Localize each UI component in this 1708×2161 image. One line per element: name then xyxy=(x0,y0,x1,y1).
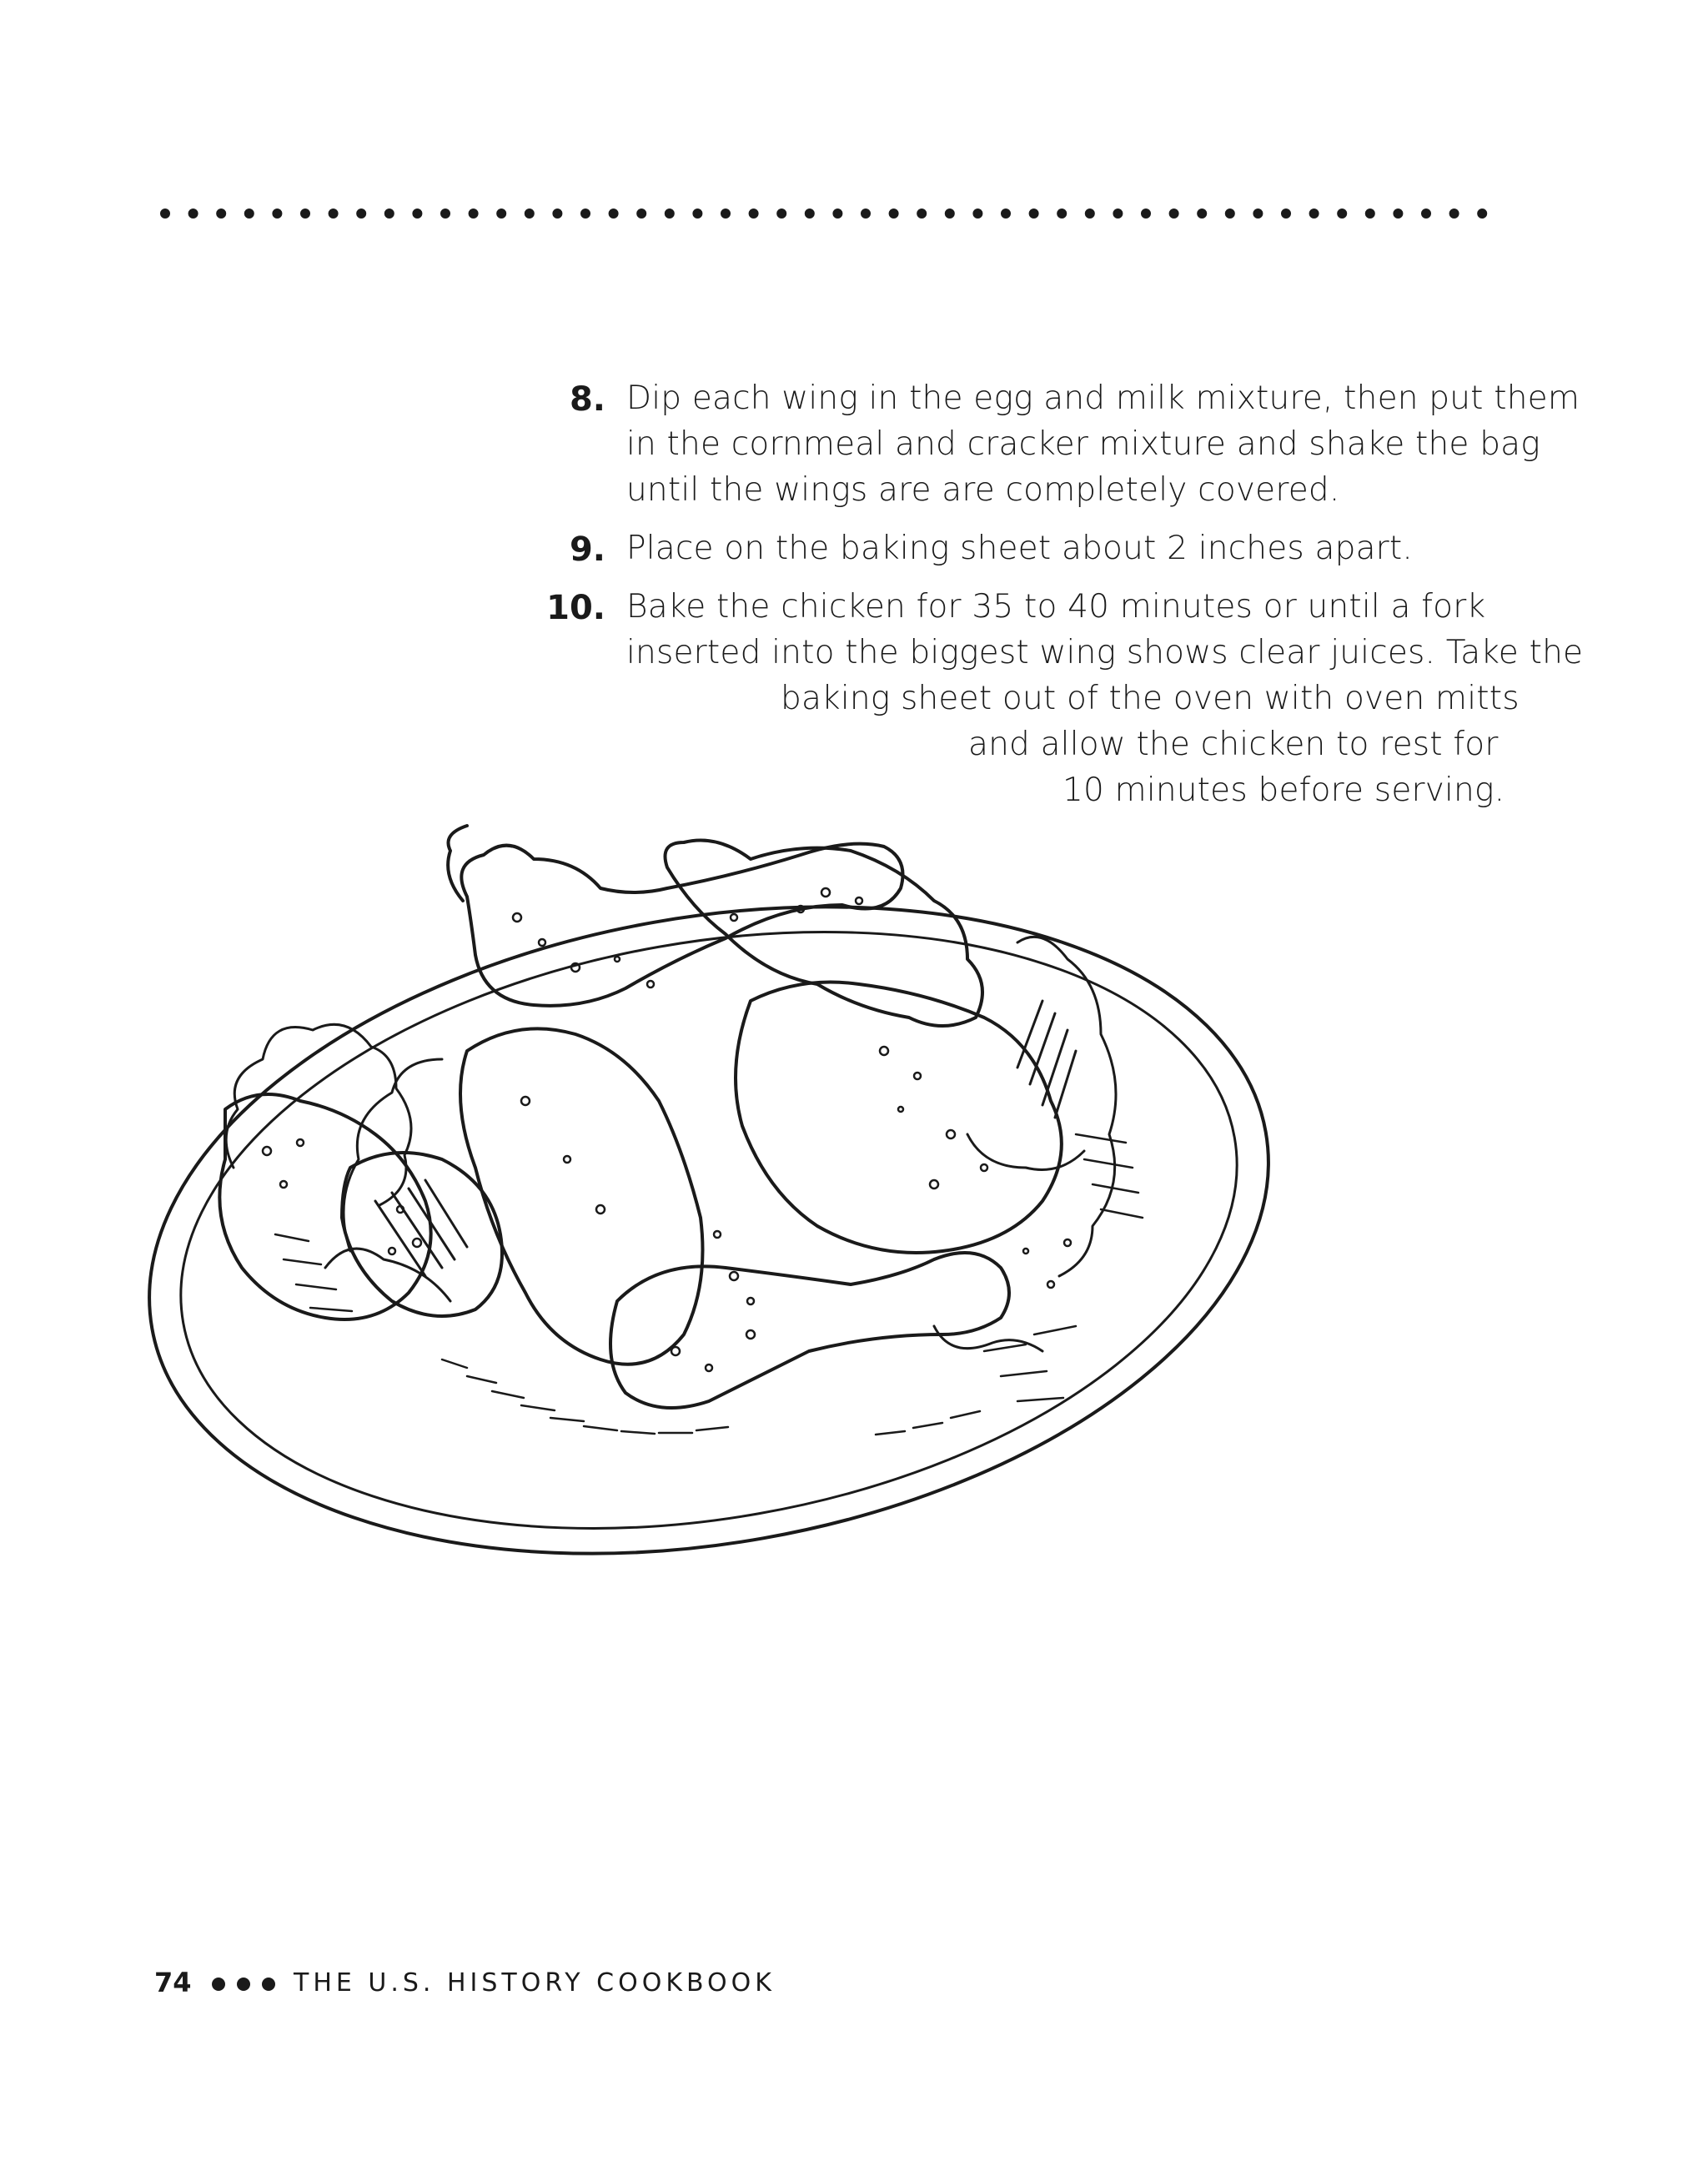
step-number: 10. xyxy=(546,589,605,627)
step-text-line: Bake the chicken for 35 to 40 minutes or until a fork xyxy=(626,588,1486,626)
plate-inner-rim xyxy=(133,854,1284,1606)
chicken-thigh-center xyxy=(736,983,1062,1254)
book-title: THE U.S. HISTORY COOKBOOK xyxy=(294,1968,776,1998)
page-number: 74 xyxy=(154,1967,192,1998)
step-text-line: in the cornmeal and cracker mixture and shake the bag xyxy=(626,425,1540,463)
step-text-line: baking sheet out of the oven with oven mitts xyxy=(781,680,1520,717)
step-number: 9. xyxy=(569,530,605,569)
breading-speckles xyxy=(263,888,1071,1371)
chicken-drumstick-bottom xyxy=(610,1253,1009,1408)
step-text-line: Place on the baking sheet about 2 inches apart. xyxy=(626,530,1414,567)
step-text-line: Dip each wing in the egg and milk mixture, then put them xyxy=(626,379,1580,417)
step-text-line: until the wings are are completely covered. xyxy=(626,471,1340,509)
footer-bullets xyxy=(210,1974,285,1994)
step-text-line: and allow the chicken to rest for xyxy=(968,726,1499,763)
step-number: 8. xyxy=(569,380,605,419)
step-text-line: 10 minutes before serving. xyxy=(1062,771,1505,809)
step-text-line: inserted into the biggest wing shows clear juices. Take the xyxy=(626,634,1584,671)
chicken-piece-middle xyxy=(460,1028,703,1364)
